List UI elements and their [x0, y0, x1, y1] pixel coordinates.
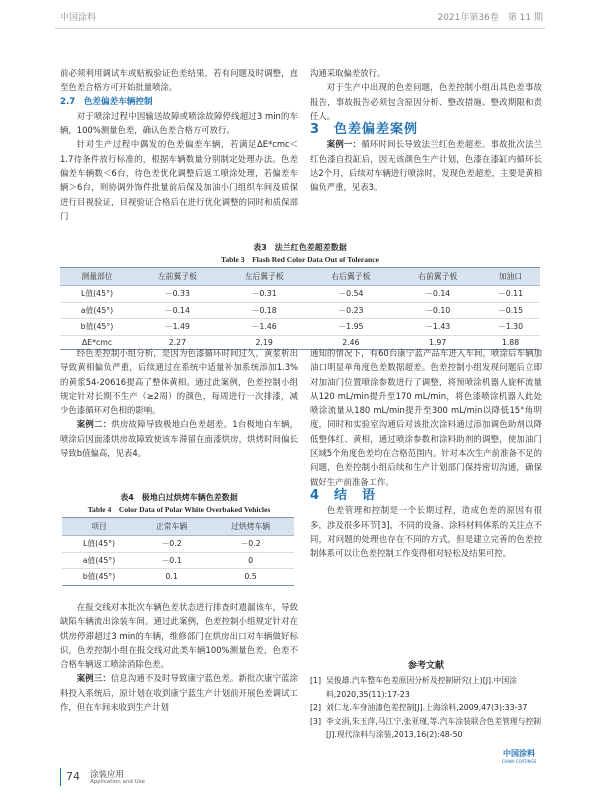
reference-number: [2] [310, 703, 322, 712]
row-label: b值(45°) [62, 569, 136, 586]
table-header-cell: 加油口 [481, 268, 540, 286]
table-cell: －0.54 [308, 286, 395, 303]
table-row [62, 536, 294, 553]
table-cell: 1.88 [481, 335, 540, 350]
table-header-cell: 测量部位 [60, 268, 134, 286]
journal-logo [496, 748, 542, 764]
paragraph: 经色差控制小组分析，是因为色漆循环时间过久，黄浆析出导致黄相偏负严重，后续通过在系统中适量补加系统添加1.3%的黄浆54-20616提高了整体黄相。通过此案例，色差控制小组规定针对长期不生产（≥2周）的颜色，每周进行一次排漆，减少色漆循环对色相的影响。 [60, 348, 298, 416]
table-header-cell: 右后翼子板 [308, 268, 395, 286]
logo-subtext: CHINA COATINGS [501, 759, 537, 764]
header-divider [55, 28, 545, 29]
table-header-cell: 正常车辆 [136, 518, 207, 536]
reference-text: 吴俊雄.汽车整车色差原因分析及控制研究(上)[J].中国涂料,2020,35(11):17-23 [326, 676, 517, 699]
table-cell: －0.18 [221, 302, 308, 319]
paragraph [60, 417, 298, 460]
table-row [62, 569, 294, 586]
reference-number: [3] [310, 716, 322, 726]
paragraph: 沟通采取偏差放行。 [310, 68, 386, 78]
page-number: 74 [66, 770, 80, 783]
reference-item [310, 674, 542, 701]
reference-item [310, 701, 542, 715]
table-cell: －1.49 [134, 319, 221, 336]
table-cell: －0.2 [136, 536, 207, 553]
section-name-en: Application and Use [90, 779, 145, 785]
reference-item [310, 715, 542, 742]
table-cell: －0.11 [481, 286, 540, 303]
table-cell: 0.5 [207, 569, 294, 586]
table-header-cell: 过烘烤车辆 [207, 518, 294, 536]
table-cell: －0.2 [207, 536, 294, 553]
table-cell: －0.33 [134, 286, 221, 303]
reference-number: [1] [310, 676, 322, 685]
table-cell: －0.31 [221, 286, 308, 303]
table-header-row [60, 268, 540, 286]
case-text: 循环时间长导致法兰红色差超差。事故批次法兰红色漆自投缸后，因无该颜色生产计划，色漆在漆缸内循环长达2个月，后续对车辆进行喷涂时，发现色差超差，主要是黄相偏负严重，见表3。 [310, 139, 543, 193]
references-title: 参考文献 [407, 661, 444, 671]
left-column-top [60, 66, 298, 223]
row-label: b值(45°) [60, 319, 134, 336]
row-label: a值(45°) [60, 302, 134, 319]
section-heading: 3 色差偏差案例 [310, 122, 419, 138]
paragraph: 对于喷涂过程中因输送故障或喷涂故障停线超过3 min的车辆，100%测量色差，确认色差合格方可放行。 [60, 110, 298, 136]
table-cell: 0 [207, 552, 294, 569]
table-header-cell: 左后翼子板 [221, 268, 308, 286]
row-label: ΔE*cmc [60, 335, 134, 350]
table4-title-en: Table 4 Color Data of Polar White Overbaked Vehicles [87, 505, 271, 514]
paragraph: 色差管理和控制是一个长期过程，造成色差的原因有很多，涉及很多环节[3]，不同的设备、涂料材料体系的关注点不同，对问题的处理也存在不同的方式，但是建立完善的色差控制体系可以让色差控制工作变得相对轻松及结果可控。 [310, 505, 542, 559]
table-cell: －0.15 [481, 302, 540, 319]
table-row [62, 552, 294, 569]
subsection-heading: 2.7 色差偏差车辆控制 [60, 96, 153, 107]
paragraph [310, 137, 542, 194]
case-label: 案例三： [76, 673, 111, 684]
table-cell: －0.23 [308, 302, 395, 319]
table4 [62, 517, 294, 586]
table3-title-en: Table 3 Flash Red Color Data Out of Tolerance [221, 255, 379, 264]
case-label: 案例二： [76, 419, 112, 430]
paragraph: 通知的情况下，有60台康宁蓝产品车进入车间，喷涂后车辆加油口明显单角度色差数据超差。色差控制小组发现问题后立即对加油门位置喷涂参数进行了调整，将预喷涂机器人旋杯流量从120 mL/min提升至170 mL/min，将色漆喷涂机器人此处喷涂流量从180 mL/min提升至300 mL/min以降低15°角明度，同时和实验室沟通后对该批次涂料通过添加调色助剂以降低整体红、黄相，通过喷涂参数和涂料助剂的调整，使加油门区域5个角度色差均在合格范围内。针对本次生产前准备不足的问题，色差控制小组后续和生产计划部门保持密切沟通，确保做好生产前准备工作。 [310, 348, 542, 487]
paragraph: 针对生产过程中偶发的色差偏差车辆，若满足ΔE*cmc＜1.7待条件放行标准的，根据车辆数量分别制定处理办法。色差偏差车辆数＜6台，待色差优化调整后返工喷涂处理，若偏差车辆＞6台，则协调外饰件批量前后保及加油小门组织车间及质保进行目视验证，目视验证合格后在进行优化调整的同时和质保部门 [60, 139, 298, 221]
logo-text: 中国涂料 [503, 749, 535, 758]
journal-name: 中国涂料 [60, 13, 97, 23]
left-column-bottom [60, 600, 298, 714]
table-row [60, 302, 540, 319]
table-cell: －1.95 [308, 319, 395, 336]
section-heading: 4 结 语 [310, 487, 377, 503]
row-label: L值(45°) [60, 286, 134, 303]
left-column-mid [60, 346, 298, 460]
right-column-top [310, 66, 542, 195]
table-cell: 2.27 [134, 335, 221, 350]
paragraph: 前必须利用调试车或贴板验证色差结果，若有问题及时调整，直至色差合格方可开始批量喷涂。 [60, 68, 298, 93]
case-text: 烘房故障导致极地白色差超差。1台极地白车辆，喷涂后因面漆烘房故障致使该车滞留在面漆烘房，烘烤时间偏长导致b值偏高，见表4。 [60, 419, 299, 459]
table-cell: 0.1 [136, 569, 207, 586]
issue-info: 2021年第36卷 第 11 期 [437, 13, 543, 23]
table-cell: 1.97 [394, 335, 481, 350]
table4-title-cn: 表4 极地白过烘烤车辆色差数据 [120, 493, 238, 502]
table-cell: －0.10 [394, 302, 481, 319]
references-list [310, 674, 542, 742]
row-label: a值(45°) [62, 552, 136, 569]
reference-text: 刘仁龙.车身油漆色差控制[J].上海涂料,2009,47(3):33-37 [326, 703, 528, 712]
table-header-cell: 左前翼子板 [134, 268, 221, 286]
footer-bar [60, 768, 61, 786]
case-label: 案例一： [326, 139, 362, 150]
table-cell: 2.46 [308, 335, 395, 350]
table-header-cell: 右前翼子板 [394, 268, 481, 286]
paragraph: 对于生产中出现的色差问题，色差控制小组出具色差事故报告，事故报告必须包含原因分析、整改措施、整改期限和责任人。 [310, 82, 542, 121]
table-header-row [62, 518, 294, 536]
table-cell: 2.19 [221, 335, 308, 350]
table3-title-cn: 表3 法兰红色差超差数据 [253, 243, 347, 252]
table-cell: －0.1 [136, 552, 207, 569]
table-header-cell: 项目 [62, 518, 136, 536]
table-cell: －1.30 [481, 319, 540, 336]
right-column-mid [310, 346, 542, 560]
table3 [60, 267, 540, 350]
table-cell: －0.14 [394, 286, 481, 303]
paragraph [60, 671, 298, 714]
case-text: 信息沟通不及时导致康宁蓝色差。新批次康宁蓝涂料投入系统后，原计划在收到康宁蓝生产计划前开展色差调试工作，但在车间未收到生产计划 [60, 673, 299, 713]
table-row [60, 319, 540, 336]
reference-text: 李文涓,朱玉萍,马江宁,张亚瑾,等.汽车涂装联合色差管理与控制[J].现代涂料与涂装,2013,16(2):48-50 [326, 716, 542, 739]
row-label: L值(45°) [62, 536, 136, 553]
table-cell: －1.43 [394, 319, 481, 336]
table-row [60, 286, 540, 303]
section-name-cn: 涂装应用 [90, 770, 125, 780]
table-cell: －0.14 [134, 302, 221, 319]
paragraph: 在报交线对本批次车辆色差状态进行排查时遗漏该车，导致缺陷车辆流出涂装车间。通过此案例，色差控制小组规定针对在烘房停滞超过3 min的车辆，维修部门在烘房出口对车辆做好标识，色差控制小组在报交线对此类车辆100%测量色差，色差不合格车辆返工喷涂消除色差。 [60, 602, 298, 670]
table-cell: －1.46 [221, 319, 308, 336]
